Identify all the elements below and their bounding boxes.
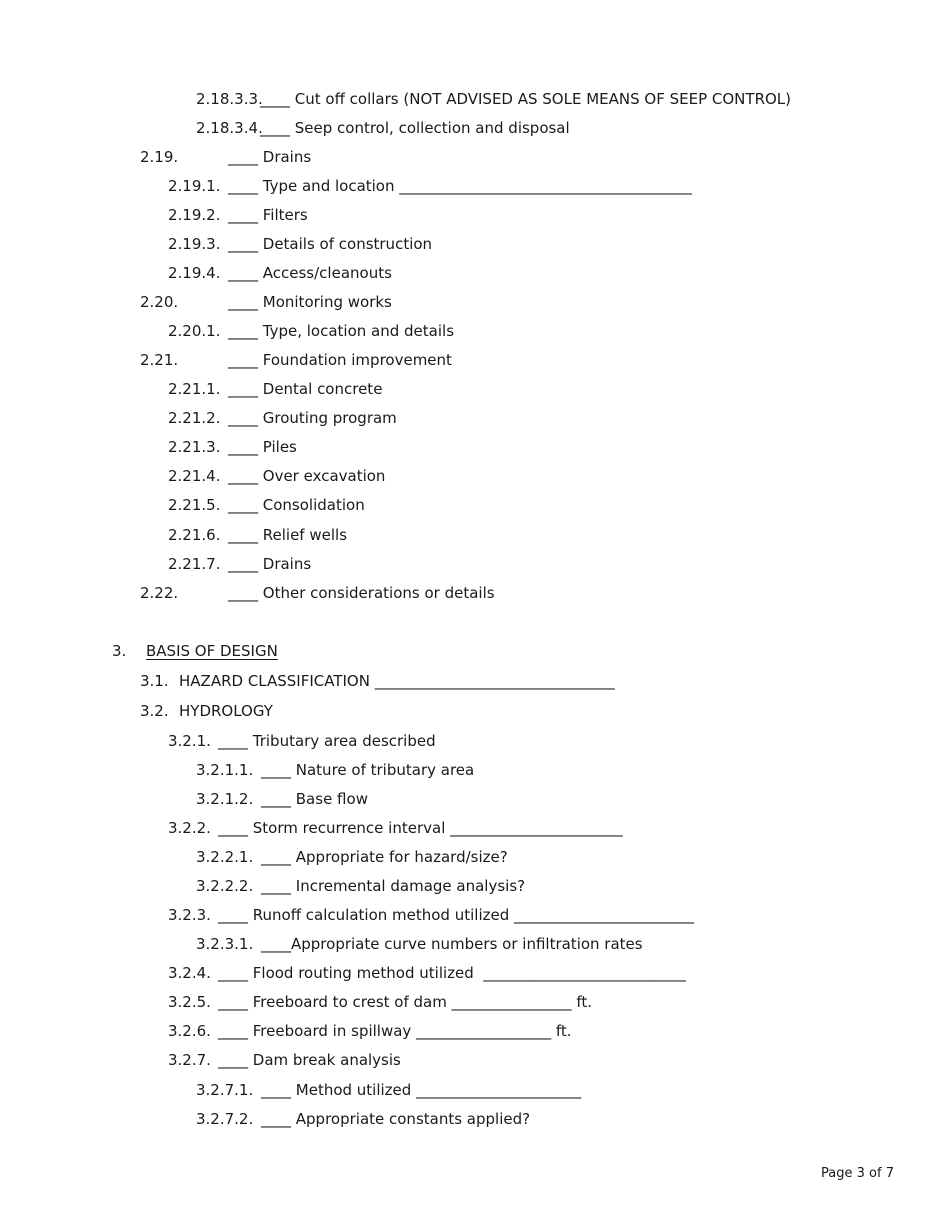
item-number: 2.21.1. — [168, 380, 221, 398]
item-number: 2.18.3.4. — [196, 119, 263, 137]
item-number: 2.21.5. — [168, 496, 221, 514]
item-text: ____ Method utilized ______________________ — [261, 1081, 582, 1099]
list-item — [168, 408, 397, 428]
item-text: ____ Details of construction — [228, 235, 433, 253]
item-number: 2.21.6. — [168, 526, 221, 544]
list-item — [168, 1021, 572, 1041]
list-item — [140, 350, 452, 370]
list-item — [168, 437, 297, 457]
item-text: ____ Relief wells — [228, 526, 348, 544]
item-number: 3.2.1.1. — [196, 761, 254, 779]
list-item — [196, 760, 474, 780]
item-text: ____Appropriate curve numbers or infiltration rates — [261, 935, 643, 953]
list-item — [168, 466, 385, 486]
item-text: ____ Type and location _______________________________________ — [228, 177, 692, 195]
list-item — [168, 731, 436, 751]
item-text: HAZARD CLASSIFICATION ________________________________ — [179, 672, 615, 690]
item-text: ____ Piles — [228, 438, 297, 456]
item-number: 3.2.2.1. — [196, 848, 254, 866]
list-item — [168, 525, 347, 545]
list-item — [168, 905, 694, 925]
item-text: ____ Dam break analysis — [218, 1051, 401, 1069]
item-text: ____ Incremental damage analysis? — [261, 877, 526, 895]
item-number: 2.19. — [140, 148, 179, 166]
item-number: 2.21.4. — [168, 467, 221, 485]
item-text: ____ Drains — [228, 555, 312, 573]
item-text: ____ Filters — [228, 206, 308, 224]
list-item — [140, 701, 273, 721]
list-item — [168, 992, 592, 1012]
item-text: ____ Over excavation — [228, 467, 386, 485]
list-item — [168, 818, 623, 838]
list-item — [196, 1080, 581, 1100]
item-number: 3.2.7. — [168, 1051, 211, 1069]
item-text: ____ Monitoring works — [228, 293, 392, 311]
list-item — [140, 292, 392, 312]
list-item — [168, 234, 432, 254]
item-number: 2.22. — [140, 584, 179, 602]
item-number: 3.2.3.1. — [196, 935, 254, 953]
item-text: ____ Dental concrete — [228, 380, 383, 398]
item-number: 3.2.7.1. — [196, 1081, 254, 1099]
list-item — [168, 321, 454, 341]
item-text: HYDROLOGY — [179, 702, 273, 720]
item-text: ____ Tributary area described — [218, 732, 436, 750]
section-heading — [112, 641, 278, 661]
item-text: ____ Drains — [228, 148, 312, 166]
item-text: ____ Type, location and details — [228, 322, 455, 340]
item-text: ____ Base flow — [261, 790, 368, 808]
item-text: ____ Freeboard in spillway __________________ ft. — [218, 1022, 572, 1040]
item-text: ____ Storm recurrence interval _______________________ — [218, 819, 623, 837]
list-item — [168, 963, 686, 983]
list-item — [168, 205, 308, 225]
section-title: BASIS OF DESIGN — [146, 642, 278, 660]
item-text: ____ Appropriate for hazard/size? — [261, 848, 508, 866]
item-number: 3.2.1.2. — [196, 790, 254, 808]
list-item — [196, 1109, 530, 1129]
item-number: 3.2.7.2. — [196, 1110, 254, 1128]
item-text: ____ Other considerations or details — [228, 584, 495, 602]
item-number: 2.19.2. — [168, 206, 221, 224]
item-text: ____ Grouting program — [228, 409, 397, 427]
list-item — [168, 554, 311, 574]
list-item — [196, 934, 643, 954]
item-number: 3.2. — [140, 702, 169, 720]
item-number: 2.21.7. — [168, 555, 221, 573]
item-text: ____ Appropriate constants applied? — [261, 1110, 531, 1128]
list-item — [196, 876, 525, 896]
item-number: 3.2.3. — [168, 906, 211, 924]
item-number: 2.19.3. — [168, 235, 221, 253]
item-number: 2.21.2. — [168, 409, 221, 427]
item-number: 2.19.1. — [168, 177, 221, 195]
item-text: ____ Runoff calculation method utilized ________________________ — [218, 906, 695, 924]
item-number: 2.18.3.3. — [196, 90, 263, 108]
item-text: ____ Consolidation — [228, 496, 365, 514]
list-item — [196, 789, 368, 809]
list-item — [168, 495, 365, 515]
list-item — [140, 583, 495, 603]
item-number: 3.2.6. — [168, 1022, 211, 1040]
list-item — [140, 147, 311, 167]
list-item — [168, 379, 382, 399]
item-number: 2.21. — [140, 351, 179, 369]
item-number: 2.20.1. — [168, 322, 221, 340]
list-item — [196, 847, 508, 867]
item-number: 2.21.3. — [168, 438, 221, 456]
list-item — [196, 89, 791, 109]
item-number: 2.20. — [140, 293, 179, 311]
item-text: ____ Foundation improvement — [228, 351, 452, 369]
list-item — [168, 263, 392, 283]
item-text: ____ Freeboard to crest of dam ________________ ft. — [218, 993, 593, 1011]
item-text: ____ Access/cleanouts — [228, 264, 392, 282]
list-item — [140, 671, 615, 691]
item-number: 3.2.4. — [168, 964, 211, 982]
item-number: 3.2.2. — [168, 819, 211, 837]
item-number: 3.2.5. — [168, 993, 211, 1011]
item-number: 2.19.4. — [168, 264, 221, 282]
item-text: ____ Seep control, collection and disposal — [260, 119, 570, 137]
page-number: Page 3 of 7 — [821, 1166, 894, 1181]
list-item — [168, 176, 692, 196]
item-number: 3.2.2.2. — [196, 877, 254, 895]
section-number: 3. — [112, 642, 127, 660]
list-item — [168, 1050, 401, 1070]
item-text: ____ Flood routing method utilized ___________________________ — [218, 964, 686, 982]
list-item — [196, 118, 570, 138]
item-number: 3.1. — [140, 672, 169, 690]
item-text: ____ Cut off collars (NOT ADVISED AS SOLE MEANS OF SEEP CONTROL) — [260, 90, 792, 108]
item-text: ____ Nature of tributary area — [261, 761, 475, 779]
item-number: 3.2.1. — [168, 732, 211, 750]
